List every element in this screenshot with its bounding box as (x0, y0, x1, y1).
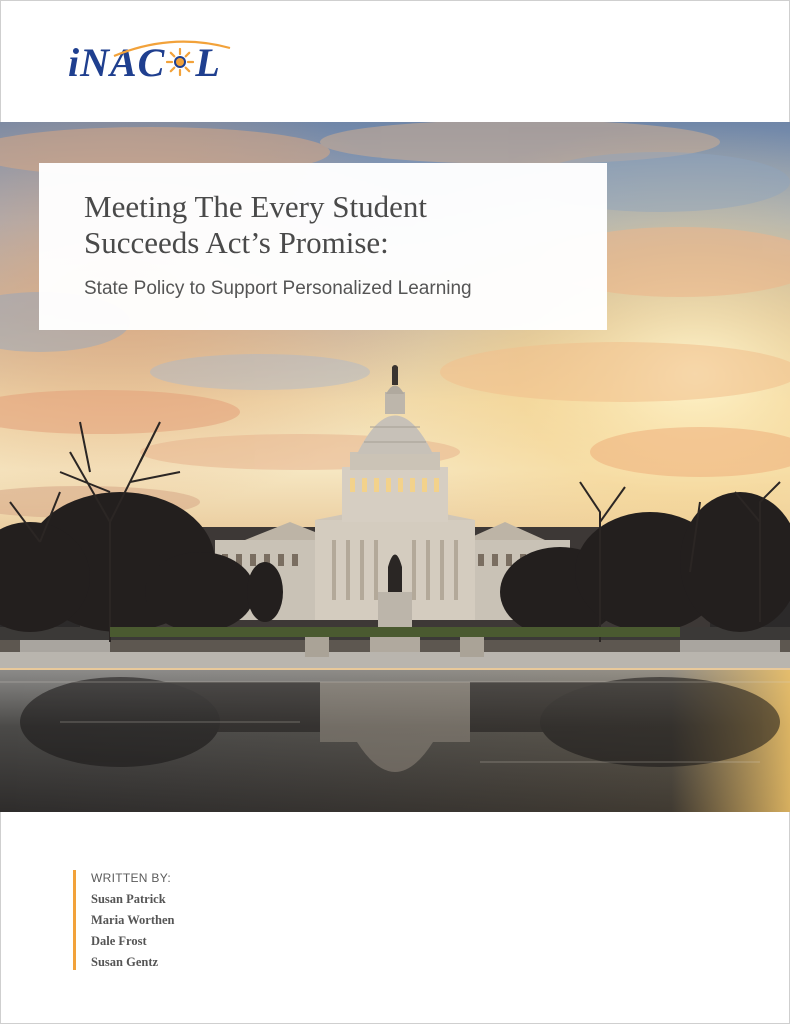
title-line-1: Meeting The Every Student (84, 189, 427, 224)
author-name: Dale Frost (91, 934, 147, 948)
document-subtitle: State Policy to Support Personalized Learning (84, 278, 472, 299)
logo-swoosh (112, 38, 232, 58)
title-line-2: Succeeds Act’s Promise: (84, 225, 389, 260)
title-box (39, 163, 607, 330)
document-title (84, 189, 604, 261)
authors-block (73, 870, 174, 970)
author-name: Maria Worthen (91, 913, 175, 927)
author-name: Susan Patrick (91, 892, 166, 906)
logo-text-prefix: iNAC (68, 39, 166, 85)
inacol-logo (68, 40, 221, 84)
written-by-label: WRITTEN BY: (91, 871, 171, 885)
logo-text-suffix: L (195, 39, 221, 85)
author-name: Susan Gentz (91, 955, 159, 969)
